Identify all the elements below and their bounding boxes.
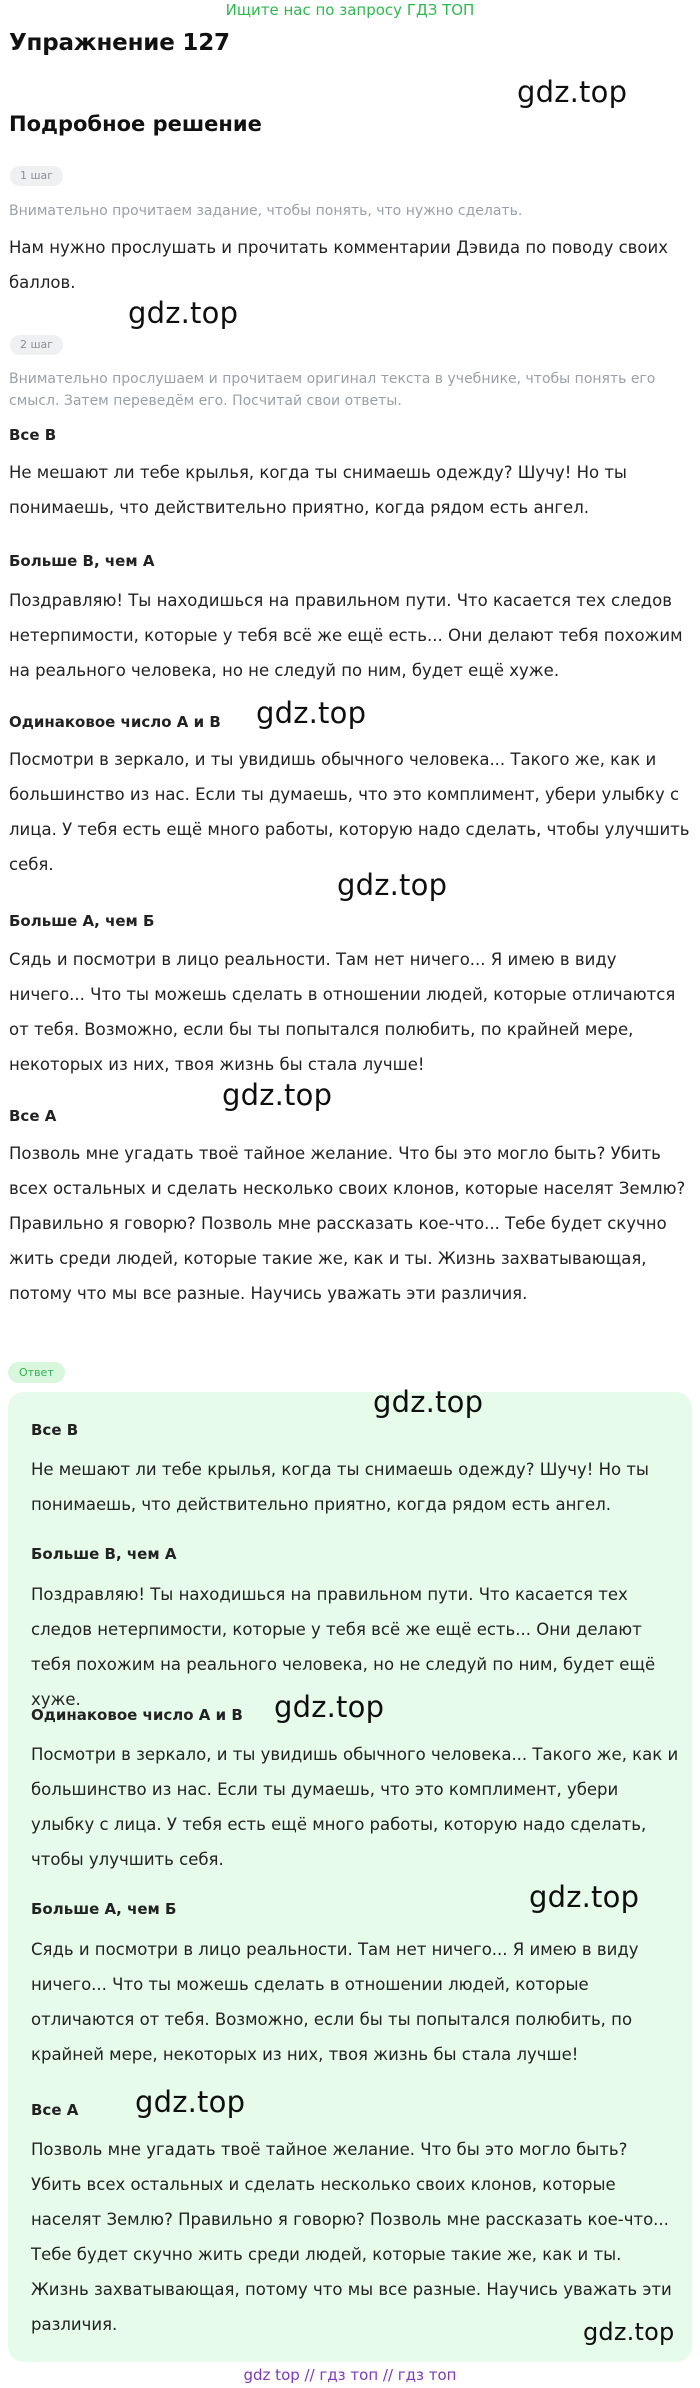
watermark: gdz.top: [256, 696, 367, 730]
section-text: Не мешают ли тебе крылья, когда ты снимаешь одежду? Шучу! Но ты понимаешь, что действительно приятно, когда рядом есть ангел.: [9, 463, 627, 517]
answer-text: Сядь и посмотри в лицо реальности. Там нет ничего... Я имею в виду ничего... Что ты можешь сделать в отношении людей, которые отличаются от тебя. Возможно, если бы ты попытался полюбить, по крайней мере, некоторых из них, твоя жизнь бы стала лучше!: [31, 1940, 639, 2064]
watermark: gdz.top: [128, 296, 239, 330]
step-1-hint: Внимательно прочитаем задание, чтобы понять, что нужно сделать.: [9, 203, 523, 219]
section-text: Сядь и посмотри в лицо реальности. Там нет ничего... Я имею в виду ничего... Что ты можешь сделать в отношении людей, которые отличаются от тебя. Возможно, если бы ты попытался полюбить, по крайней мере, некоторых из них, твоя жизнь бы стала лучше!: [9, 950, 676, 1074]
answer-badge: Ответ: [8, 1362, 65, 1383]
step-1-text: Нам нужно прослушать и прочитать комментарии Дэвида по поводу своих баллов.: [9, 238, 668, 292]
section-text: Поздравляю! Ты находишься на правильном пути. Что касается тех следов нетерпимости, которые у тебя всё же ещё есть... Они делают тебя похожим на реального человека, но не следуй по ним, будет ещё хуже.: [9, 591, 683, 680]
solution-heading: Подробное решение: [9, 112, 262, 136]
watermark: gdz.top: [337, 868, 448, 902]
section-heading: Все В: [9, 426, 57, 444]
watermark: gdz.top: [583, 2318, 675, 2346]
watermark: gdz.top: [373, 1385, 484, 1419]
answer-heading: Все В: [31, 1421, 79, 1439]
answer-heading: Все А: [31, 2101, 79, 2119]
watermark: gdz.top: [529, 1880, 640, 1914]
section-heading: Больше В, чем А: [9, 552, 155, 570]
step-1-badge: 1 шаг: [10, 166, 63, 186]
watermark: gdz.top: [274, 1690, 385, 1724]
section-heading: Больше А, чем Б: [9, 912, 155, 930]
answer-heading: Одинаковое число А и В: [31, 1706, 243, 1724]
answer-text: Посмотри в зеркало, и ты увидишь обычного человека... Такого же, как и большинство из нас. Если ты думаешь, что это комплимент, убери улыбку с лица. У тебя есть ещё много работы, которую надо сделать, чтобы улучшить себя.: [31, 1745, 679, 1869]
section-text: Посмотри в зеркало, и ты увидишь обычного человека... Такого же, как и большинство из нас. Если ты думаешь, что это комплимент, убери улыбку с лица. У тебя есть ещё много работы, которую надо сделать, чтобы улучшить себя.: [9, 750, 690, 874]
answer-heading: Больше А, чем Б: [31, 1900, 177, 1918]
section-text: Позволь мне угадать твоё тайное желание. Что бы это могло быть? Убить всех остальных и сделать несколько своих клонов, которые населят Землю? Правильно я говорю? Позволь мне рассказать кое-что... Тебе будет скучно жить среди людей, которые такие же, как и ты. Жизнь захватывающая, потому что мы все разные. Научись уважать эти различия.: [9, 1144, 686, 1303]
watermark: gdz.top: [135, 2085, 246, 2119]
answer-text: Не мешают ли тебе крылья, когда ты снимаешь одежду? Шучу! Но ты понимаешь, что действительно приятно, когда рядом есть ангел.: [31, 1460, 649, 1514]
step-2-badge: 2 шаг: [10, 335, 63, 355]
answer-text: Поздравляю! Ты находишься на правильном пути. Что касается тех следов нетерпимости, которые у тебя всё же ещё есть... Они делают тебя похожим на реального человека, но не следуй по ним, будет ещё хуже.: [31, 1585, 656, 1709]
search-banner: Ищите нас по запросу ГДЗ ТОП: [225, 1, 475, 19]
step-2-hint: Внимательно прослушаем и прочитаем оригинал текста в учебнике, чтобы понять его смысл. Затем переведём его. Посчитай свои ответы.: [9, 371, 656, 409]
watermark: gdz.top: [517, 75, 628, 109]
answer-text: Позволь мне угадать твоё тайное желание. Что бы это могло быть? Убить всех остальных и сделать несколько своих клонов, которые населят Землю? Правильно я говорю? Позволь мне рассказать кое-что... Тебе будет скучно жить среди людей, которые такие же, как и ты. Жизнь захватывающая, потому что мы все разные. Научись уважать эти различия.: [31, 2140, 672, 2334]
page-title: Упражнение 127: [9, 30, 230, 56]
footer-links[interactable]: gdz top // гдз топ // гдз топ: [243, 2366, 457, 2384]
section-heading: Все А: [9, 1107, 57, 1125]
watermark: gdz.top: [222, 1078, 333, 1112]
answer-heading: Больше В, чем А: [31, 1545, 177, 1563]
section-heading: Одинаковое число А и В: [9, 713, 221, 731]
